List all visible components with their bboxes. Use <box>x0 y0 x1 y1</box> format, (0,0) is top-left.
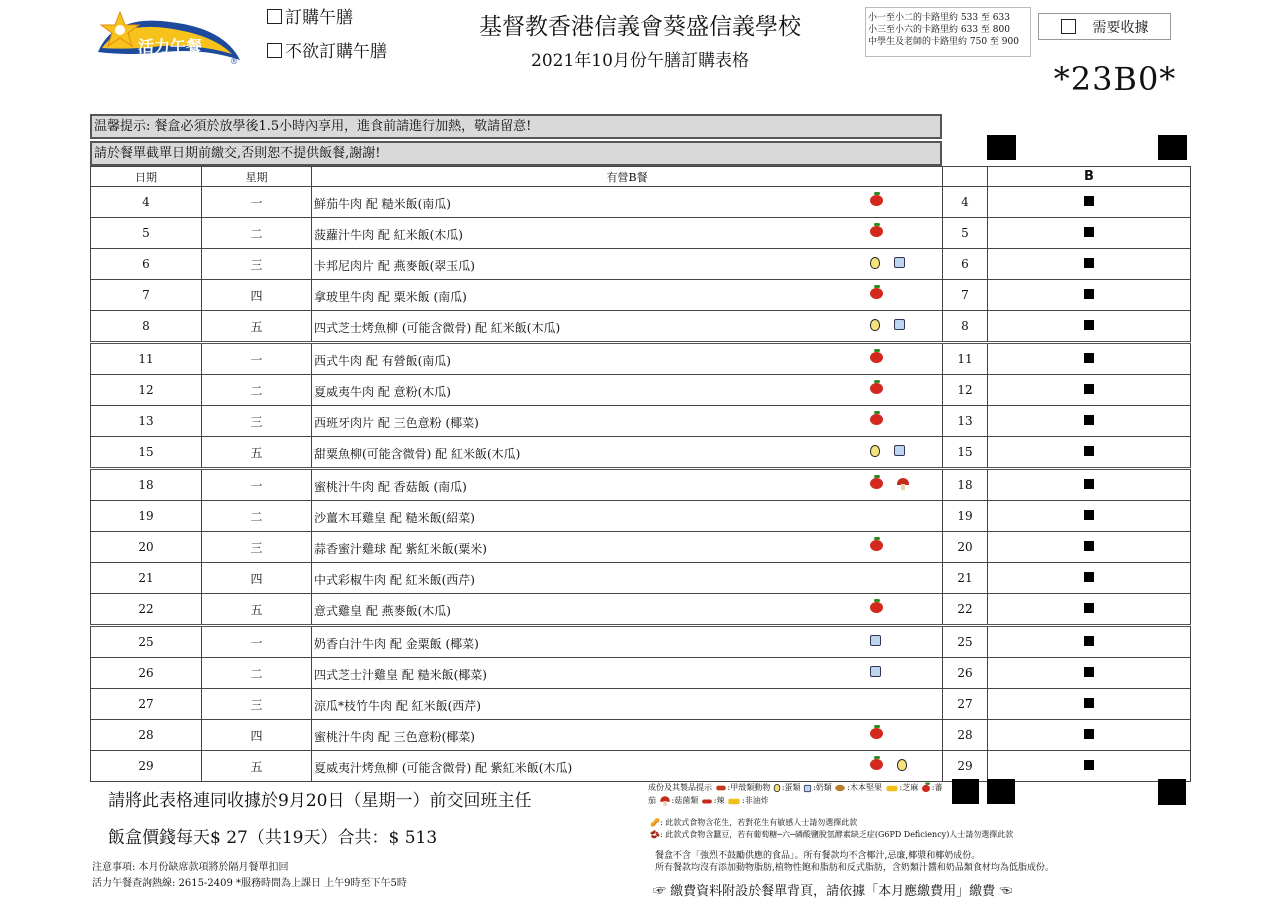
tomato-icon <box>870 383 883 394</box>
no-order-lunch-option[interactable]: 不欲訂購午膳 <box>267 42 387 62</box>
date-header: 日期 <box>91 167 202 187</box>
dish-name: 蜜桃汁牛肉 配 三色意粉(椰菜) <box>314 730 475 744</box>
weekday-cell: 五 <box>202 437 312 469</box>
day-header: 星期 <box>202 167 312 187</box>
ingredient-icons <box>870 664 895 678</box>
weekday-cell: 四 <box>202 720 312 751</box>
table-header-row <box>91 167 1191 187</box>
tomato-icon <box>870 478 883 489</box>
date-cell: 15 <box>91 437 202 469</box>
date-cell: 28 <box>91 720 202 751</box>
warm-reminder-notice: 温馨提示: 餐盒必須於放學後1.5小時內享用，進食前請進行加熱，敬請留意! <box>90 114 942 139</box>
weekday-cell: 二 <box>202 375 312 406</box>
weekday-cell: 五 <box>202 311 312 343</box>
date-number-cell: 28 <box>943 720 988 751</box>
option-b-checkbox[interactable] <box>1084 541 1094 551</box>
date-cell: 26 <box>91 658 202 689</box>
dish-cell <box>312 626 943 658</box>
milk-icon <box>894 319 905 330</box>
option-b-cell[interactable] <box>988 280 1191 311</box>
option-b-checkbox[interactable] <box>1084 636 1094 646</box>
option-b-checkbox[interactable] <box>1084 698 1094 708</box>
weekday-cell: 一 <box>202 187 312 218</box>
ingredient-icons <box>870 317 919 331</box>
date-number-cell: 20 <box>943 532 988 563</box>
legend-title: 成份及其製品提示 <box>648 783 712 792</box>
date-number-cell: 15 <box>943 437 988 469</box>
weekday-cell: 五 <box>202 751 312 782</box>
dish-cell <box>312 343 943 375</box>
date-number-cell: 7 <box>943 280 988 311</box>
order-lunch-checkbox[interactable] <box>267 9 282 24</box>
ingredient-icons <box>870 255 919 269</box>
allergy-notes <box>650 817 1090 841</box>
table-row <box>91 218 1191 249</box>
date-number-cell: 27 <box>943 689 988 720</box>
dish-name: 拿玻里牛肉 配 粟米飯 (南瓜) <box>314 290 467 304</box>
legend-item <box>725 796 769 805</box>
option-b-checkbox[interactable] <box>1084 446 1094 456</box>
legend-label: :蕃茄 <box>648 783 943 805</box>
dish-name: 中式彩椒牛肉 配 紅米飯(西芹) <box>314 573 475 587</box>
egg-icon <box>870 257 880 269</box>
scan-marker <box>952 779 979 804</box>
date-cell: 12 <box>91 375 202 406</box>
date-number-cell: 21 <box>943 563 988 594</box>
scan-marker <box>987 135 1016 160</box>
date-cell: 7 <box>91 280 202 311</box>
tomato-icon <box>922 784 930 791</box>
table-row <box>91 249 1191 280</box>
ingredient-icons <box>870 350 897 364</box>
option-b-checkbox[interactable] <box>1084 353 1094 363</box>
bean-note: : 此款式食物含蠶豆，若有葡萄糖─六─磷酸鹽脫氫酵素缺乏症(G6PD Deficiency)人士請勿選擇此款 <box>659 830 1014 839</box>
scan-marker <box>1158 779 1186 805</box>
weekday-cell: 五 <box>202 594 312 626</box>
table-row <box>91 187 1191 218</box>
date-cell: 18 <box>91 469 202 501</box>
option-b-cell[interactable] <box>988 751 1191 782</box>
option-b-cell[interactable] <box>988 437 1191 469</box>
date-number-cell: 11 <box>943 343 988 375</box>
dish-cell <box>312 311 943 343</box>
payment-note-text: 繳費資料附設於餐單背頁，請依據「本月應繳費用」繳費 <box>670 884 996 899</box>
dish-cell <box>312 375 943 406</box>
table-row <box>91 658 1191 689</box>
option-b-cell[interactable] <box>988 720 1191 751</box>
calorie-line: 中學生及老師的卡路里約 750 至 900 <box>868 37 1019 47</box>
ingredient-icons <box>870 476 923 490</box>
ingredient-icons <box>870 412 897 426</box>
date-number-cell: 25 <box>943 626 988 658</box>
milk-icon <box>870 635 881 646</box>
calorie-info-box <box>865 7 1031 57</box>
dish-cell <box>312 720 943 751</box>
table-row <box>91 280 1191 311</box>
date-cell: 11 <box>91 343 202 375</box>
option-b-cell[interactable] <box>988 563 1191 594</box>
option-b-checkbox[interactable] <box>1084 384 1094 394</box>
dish-name: 卡邦尼肉片 配 燕麥飯(翠玉瓜) <box>314 259 475 273</box>
option-b-checkbox[interactable] <box>1084 479 1094 489</box>
dish-cell <box>312 658 943 689</box>
date-cell: 22 <box>91 594 202 626</box>
sesame-icon <box>886 785 897 791</box>
option-b-checkbox[interactable] <box>1084 760 1094 770</box>
tomato-icon <box>870 226 883 237</box>
calorie-line: 小一至小二的卡路里約 533 至 633 <box>868 13 1010 23</box>
option-b-cell[interactable] <box>988 532 1191 563</box>
weekday-cell: 一 <box>202 343 312 375</box>
date-cell: 8 <box>91 311 202 343</box>
option-b-checkbox[interactable] <box>1084 572 1094 582</box>
date-cell: 20 <box>91 532 202 563</box>
dish-name: 甜粟魚柳(可能含微骨) 配 紅米飯(木瓜) <box>314 447 521 461</box>
dish-cell <box>312 689 943 720</box>
deadline-notice: 請於餐單截單日期前繳交,否則恕不提供飯餐,謝謝! <box>90 141 942 166</box>
milk-icon <box>804 784 811 791</box>
ingredient-icons <box>870 600 897 614</box>
dish-cell <box>312 187 943 218</box>
calorie-line: 小三至小六的卡路里約 633 至 800 <box>868 25 1010 35</box>
nutrition-note: 所有餐款均沒有添加動物脂肪,植物性飽和脂肪和反式脂肪，含奶類汁醬和奶品類食材均為低脂成份。 <box>655 863 1054 873</box>
milk-icon <box>894 257 905 268</box>
ingredient-icons <box>870 443 919 457</box>
order-lunch-option[interactable]: 訂購午膳 <box>267 8 353 28</box>
table-row <box>91 437 1191 469</box>
egg-icon <box>870 445 880 457</box>
dish-name: 沙薑木耳雞皇 配 糙米飯(紹菜) <box>314 511 475 525</box>
dish-name: 四式芝士汁雞皇 配 糙米飯(椰菜) <box>314 668 487 682</box>
date-cell: 5 <box>91 218 202 249</box>
number-header <box>943 167 988 187</box>
receipt-label: 需要收據 <box>1092 19 1149 36</box>
legend-item <box>698 796 724 805</box>
dish-name: 夏威夷汁烤魚柳 (可能含微骨) 配 紫紅米飯(木瓜) <box>314 761 573 775</box>
dish-cell <box>312 437 943 469</box>
table-row <box>91 720 1191 751</box>
fried-icon <box>728 798 739 804</box>
option-b-cell[interactable] <box>988 501 1191 532</box>
option-b-checkbox[interactable] <box>1084 289 1094 299</box>
receipt-checkbox[interactable] <box>1061 19 1076 34</box>
legend-item <box>715 783 771 792</box>
dish-cell <box>312 594 943 626</box>
dish-cell <box>312 280 943 311</box>
option-b-cell[interactable] <box>988 689 1191 720</box>
payment-note <box>653 880 1012 899</box>
menu-header: 有營B餐 <box>312 167 943 187</box>
tomato-icon <box>870 414 883 425</box>
weekday-cell: 三 <box>202 406 312 437</box>
dish-cell <box>312 563 943 594</box>
weekday-cell: 二 <box>202 218 312 249</box>
dish-name: 蒜香蜜汁雞球 配 紫紅米飯(粟米) <box>314 542 487 556</box>
table-row <box>91 532 1191 563</box>
table-row <box>91 501 1191 532</box>
absence-note: 注意事項: 本月份缺席款項將於隔月餐單扣回 <box>92 862 289 873</box>
tomato-icon <box>870 759 883 770</box>
date-number-cell: 5 <box>943 218 988 249</box>
date-cell: 4 <box>91 187 202 218</box>
legend-label: :菇菌類 <box>671 796 699 805</box>
dish-name: 夏威夷牛肉 配 意粉(木瓜) <box>314 385 451 399</box>
table-row <box>91 751 1191 782</box>
ingredient-icons <box>870 381 897 395</box>
option-b-checkbox[interactable] <box>1084 258 1094 268</box>
hotline-note: 活力午餐查詢熱線: 2615-2409 *服務時間為上課日 上午9時至下午5時 <box>92 878 407 889</box>
weekday-cell: 二 <box>202 658 312 689</box>
legend-item <box>770 783 800 792</box>
weekday-cell: 三 <box>202 689 312 720</box>
option-b-checkbox[interactable] <box>1084 729 1094 739</box>
option-b-cell[interactable] <box>988 343 1191 375</box>
legend-label: :木本堅果 <box>847 783 882 792</box>
receipt-request[interactable] <box>1038 13 1171 40</box>
ingredient-icons <box>870 538 897 552</box>
weekday-cell: 四 <box>202 563 312 594</box>
allergen-legend <box>648 781 944 807</box>
option-b-cell[interactable] <box>988 406 1191 437</box>
table-row <box>91 375 1191 406</box>
nutrition-notes <box>655 850 1125 874</box>
dish-cell <box>312 218 943 249</box>
legend-label: :奶類 <box>813 783 832 792</box>
pointing-hand-icon: ☞ <box>653 884 667 899</box>
date-cell: 6 <box>91 249 202 280</box>
option-b-cell[interactable] <box>988 469 1191 501</box>
tomato-icon <box>870 288 883 299</box>
option-b-cell[interactable] <box>988 594 1191 626</box>
legend-item <box>832 783 882 792</box>
dish-name: 蜜桃汁牛肉 配 香菇飯 (南瓜) <box>314 480 467 494</box>
date-number-cell: 29 <box>943 751 988 782</box>
tomato-icon <box>870 602 883 613</box>
option-b-checkbox[interactable] <box>1084 415 1094 425</box>
dish-name: 西式牛肉 配 有營飯(南瓜) <box>314 354 451 368</box>
ingredient-icons <box>870 726 897 740</box>
table-row <box>91 563 1191 594</box>
table-row <box>91 311 1191 343</box>
scan-marker <box>987 779 1015 804</box>
weekday-cell: 四 <box>202 280 312 311</box>
nutrition-note: 餐盒不含「強烈不鼓勵供應的食品」。所有餐款均不含椰汁,忌廉,椰漿和椰奶成份。 <box>655 851 981 861</box>
svg-text:活力午餐: 活力午餐 <box>138 37 203 56</box>
weekday-cell: 三 <box>202 532 312 563</box>
date-cell: 27 <box>91 689 202 720</box>
egg-icon <box>897 759 907 771</box>
ingredient-icons <box>870 193 897 207</box>
ingredient-icons <box>870 224 897 238</box>
no-order-lunch-checkbox[interactable] <box>267 43 282 58</box>
dish-name: 意式雞皇 配 燕麥飯(木瓜) <box>314 604 451 618</box>
legend-item <box>882 783 918 792</box>
option-b-cell[interactable] <box>988 311 1191 343</box>
dish-name: 涼瓜*枝竹牛肉 配 紅米飯(西芹) <box>314 699 481 713</box>
date-number-cell: 26 <box>943 658 988 689</box>
price-summary: 飯盒價錢每天$ 27（共19天）合共：$ 513 <box>108 828 438 848</box>
option-b-checkbox[interactable] <box>1084 196 1094 206</box>
legend-label: :蛋類 <box>781 783 801 792</box>
chili-icon <box>702 799 712 803</box>
dish-cell <box>312 406 943 437</box>
tomato-icon <box>870 540 883 551</box>
date-cell: 19 <box>91 501 202 532</box>
weekday-cell: 一 <box>202 626 312 658</box>
dish-name: 西班牙肉片 配 三色意粉 (椰菜) <box>314 416 479 430</box>
school-name: 基督教香港信義會葵盛信義學校 <box>479 14 801 40</box>
dish-name: 鮮茄牛肉 配 糙米飯(南瓜) <box>314 197 451 211</box>
option-b-checkbox[interactable] <box>1084 510 1094 520</box>
lunch-menu-table <box>90 166 1191 782</box>
tomato-icon <box>870 728 883 739</box>
weekday-cell: 一 <box>202 469 312 501</box>
legend-item <box>656 796 698 805</box>
dish-cell <box>312 751 943 782</box>
option-b-cell[interactable] <box>988 375 1191 406</box>
table-row <box>91 343 1191 375</box>
option-b-checkbox[interactable] <box>1084 227 1094 237</box>
option-b-cell[interactable] <box>988 658 1191 689</box>
bean-icon: 🫘 <box>650 830 660 839</box>
dish-cell <box>312 249 943 280</box>
date-number-cell: 19 <box>943 501 988 532</box>
peanut-note: : 此款式食物含花生，若對花生有敏感人士請勿選擇此款 <box>659 818 858 827</box>
lunch-company-logo <box>94 8 246 70</box>
pointing-hand-icon: ☜ <box>999 884 1013 899</box>
table-row <box>91 689 1191 720</box>
nut-icon <box>835 785 845 791</box>
legend-label: :芝麻 <box>899 783 919 792</box>
date-number-cell: 12 <box>943 375 988 406</box>
dish-name: 奶香白汁牛肉 配 金粟飯 (椰菜) <box>314 637 479 651</box>
option-b-checkbox[interactable] <box>1084 667 1094 677</box>
weekday-cell: 三 <box>202 249 312 280</box>
dish-cell <box>312 469 943 501</box>
submission-instruction: 請將此表格連同收據於9月20日（星期一）前交回班主任 <box>108 791 532 811</box>
date-number-cell: 6 <box>943 249 988 280</box>
svg-text:®: ® <box>230 57 238 66</box>
dish-cell <box>312 532 943 563</box>
option-b-cell[interactable] <box>988 626 1191 658</box>
legend-item <box>801 783 832 792</box>
option-b-checkbox[interactable] <box>1084 320 1094 330</box>
egg-icon <box>870 319 880 331</box>
milk-icon <box>894 445 905 456</box>
date-number-cell: 4 <box>943 187 988 218</box>
date-cell: 13 <box>91 406 202 437</box>
table-row <box>91 406 1191 437</box>
table-row <box>91 626 1191 658</box>
table-row <box>91 594 1191 626</box>
weekday-cell: 二 <box>202 501 312 532</box>
scan-marker <box>1158 135 1187 160</box>
option-b-cell[interactable] <box>988 218 1191 249</box>
form-code: *23B0* <box>1053 60 1177 98</box>
tomato-icon <box>870 352 883 363</box>
date-cell: 21 <box>91 563 202 594</box>
date-number-cell: 13 <box>943 406 988 437</box>
peanut-icon: 🥜 <box>650 818 660 827</box>
tomato-icon <box>870 195 883 206</box>
crab-icon <box>716 786 726 791</box>
legend-label: :辣 <box>713 796 725 805</box>
option-b-cell[interactable] <box>988 187 1191 218</box>
milk-icon <box>870 666 881 677</box>
legend-label: :非油炸 <box>742 796 769 805</box>
dish-name: 四式芝士烤魚柳 (可能含微骨) 配 紅米飯(木瓜) <box>314 321 561 335</box>
option-b-cell[interactable] <box>988 249 1191 280</box>
legend-label: :甲殼類動物 <box>727 783 771 792</box>
ingredient-icons <box>870 757 921 771</box>
egg-icon <box>774 784 780 792</box>
mushroom-icon <box>660 796 670 806</box>
mushroom-icon <box>897 478 909 490</box>
date-cell: 25 <box>91 626 202 658</box>
option-b-header: B <box>988 167 1191 187</box>
form-title: 2021年10月份午膳訂購表格 <box>531 51 749 71</box>
date-number-cell: 22 <box>943 594 988 626</box>
date-number-cell: 18 <box>943 469 988 501</box>
date-number-cell: 8 <box>943 311 988 343</box>
option-b-checkbox[interactable] <box>1084 603 1094 613</box>
ingredient-icons <box>870 286 897 300</box>
date-cell: 29 <box>91 751 202 782</box>
table-row <box>91 469 1191 501</box>
dish-cell <box>312 501 943 532</box>
ingredient-icons <box>870 633 895 647</box>
dish-name: 菠蘿汁牛肉 配 紅米飯(木瓜) <box>314 228 463 242</box>
